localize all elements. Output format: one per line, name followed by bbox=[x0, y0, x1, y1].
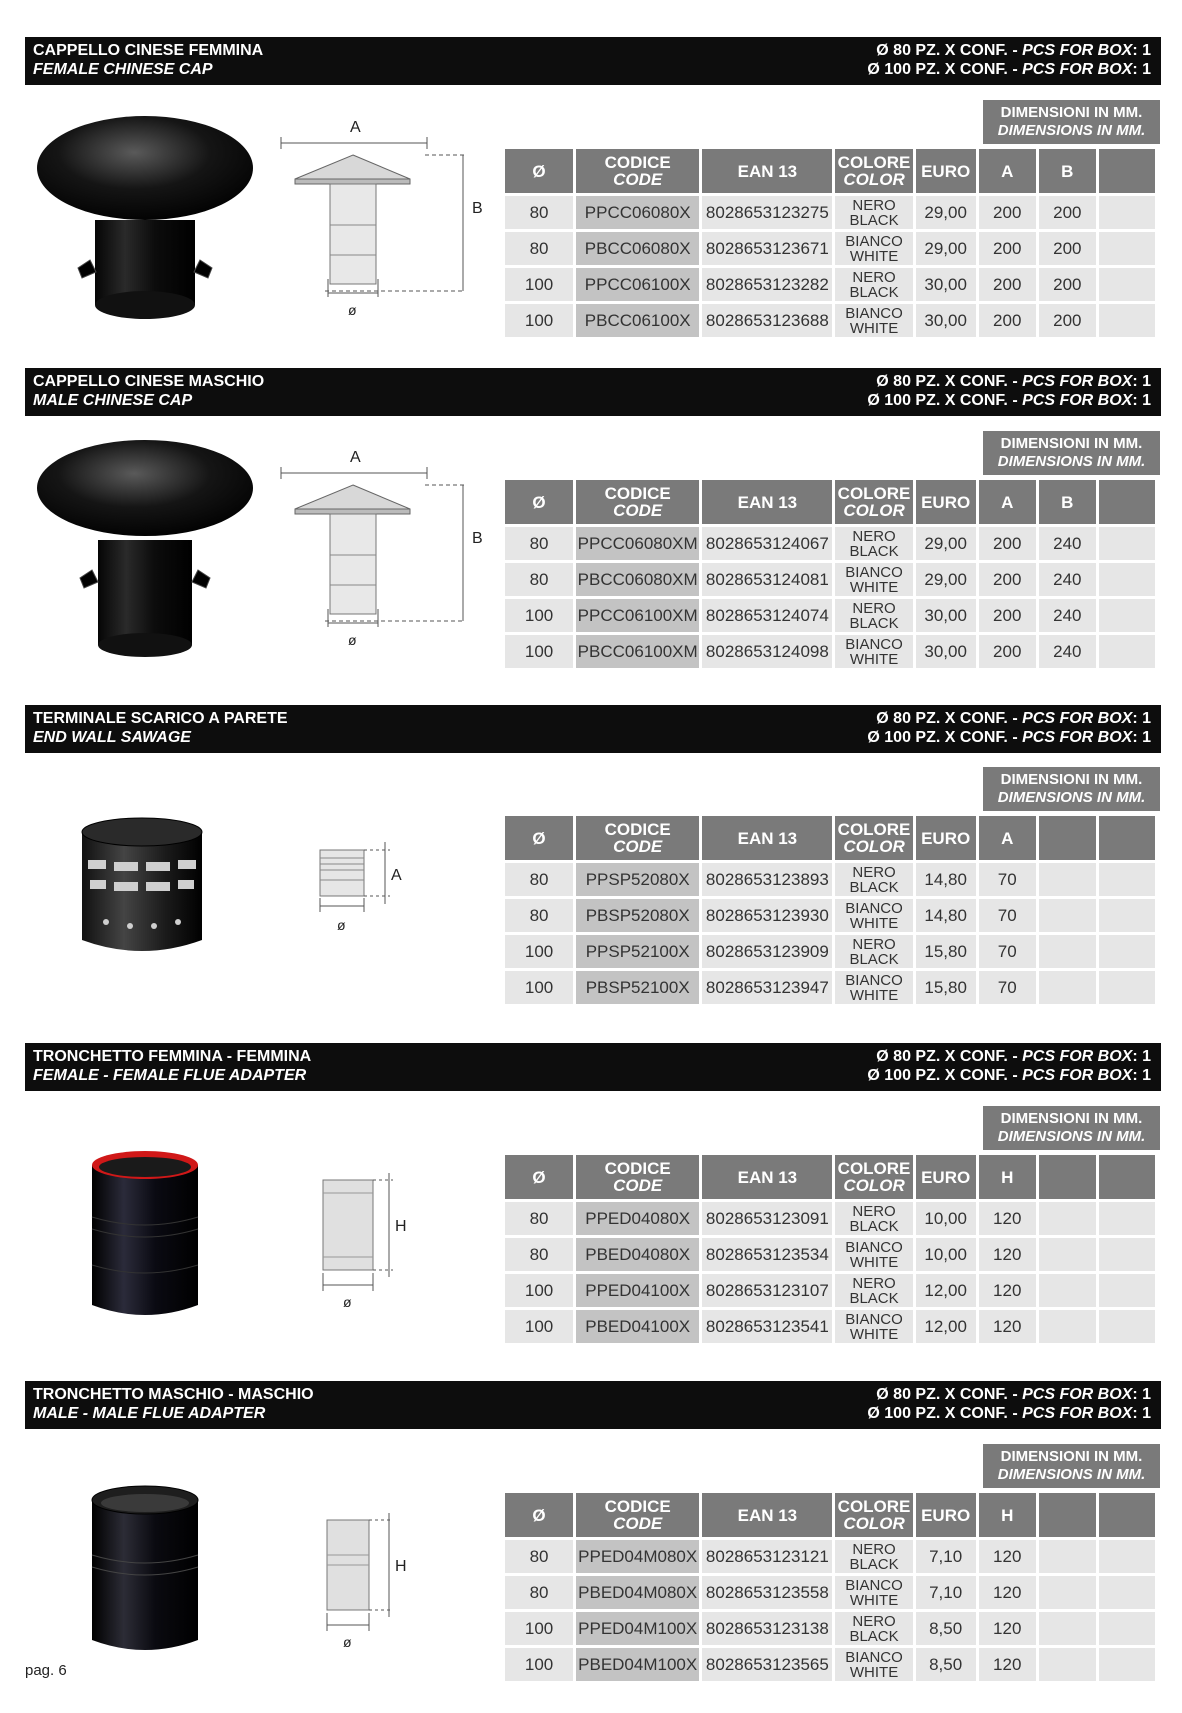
cell-euro: 10,00 bbox=[916, 1202, 976, 1235]
cell-euro: 12,00 bbox=[916, 1274, 976, 1307]
cell-euro: 12,00 bbox=[916, 1310, 976, 1343]
cell-ean: 8028653124098 bbox=[702, 635, 832, 668]
header-ean: EAN 13 bbox=[702, 1155, 832, 1199]
cell-euro: 14,80 bbox=[916, 863, 976, 896]
pcs-per-box-100: Ø 100 PZ. X CONF. - PCS FOR BOX: 1 bbox=[867, 392, 1151, 409]
product-photo bbox=[30, 800, 260, 1030]
cell-color: BIANCO WHITE bbox=[835, 899, 912, 932]
cell-dim-1: 70 bbox=[979, 935, 1036, 968]
section-header-bar bbox=[25, 1043, 1161, 1091]
cell-dim-1: 200 bbox=[979, 268, 1036, 301]
cell-dim-1: 70 bbox=[979, 971, 1036, 1004]
table-row bbox=[505, 1540, 1155, 1573]
product-table bbox=[502, 813, 1158, 1007]
cell-diameter: 80 bbox=[505, 1238, 573, 1271]
cell-diameter: 80 bbox=[505, 563, 573, 596]
cell-code: PPSP52100X bbox=[576, 935, 699, 968]
cell-code: PPED04M100X bbox=[576, 1612, 699, 1645]
cell-empty bbox=[1099, 1612, 1155, 1645]
pcs-per-box-80: Ø 80 PZ. X CONF. - PCS FOR BOX: 1 bbox=[876, 1048, 1151, 1065]
cell-color: NERO BLACK bbox=[835, 1612, 912, 1645]
cell-ean: 8028653123107 bbox=[702, 1274, 832, 1307]
cell-diameter: 80 bbox=[505, 899, 573, 932]
cell-empty bbox=[1099, 599, 1155, 632]
product-title-it: TRONCHETTO MASCHIO - MASCHIO bbox=[33, 1386, 314, 1403]
cell-code: PBED04M080X bbox=[576, 1576, 699, 1609]
cell-color: NERO BLACK bbox=[835, 1202, 912, 1235]
cell-dim-2: 240 bbox=[1039, 527, 1096, 560]
dimensions-header: DIMENSIONI IN MM. DIMENSIONS IN MM. bbox=[983, 767, 1160, 811]
page-number: pag. 6 bbox=[25, 1662, 67, 1679]
product-photo bbox=[30, 1135, 260, 1365]
product-title-en: MALE CHINESE CAP bbox=[33, 392, 193, 409]
header-code: CODICE CODE bbox=[576, 1155, 699, 1199]
cell-empty bbox=[1099, 268, 1155, 301]
cell-code: PPCC06080X bbox=[576, 196, 699, 229]
table-row bbox=[505, 1202, 1155, 1235]
header-code: CODICE CODE bbox=[576, 480, 699, 524]
cell-dim-1: 120 bbox=[979, 1238, 1036, 1271]
product-table bbox=[502, 1152, 1158, 1346]
cell-dim-2 bbox=[1039, 863, 1096, 896]
cell-ean: 8028653123534 bbox=[702, 1238, 832, 1271]
cell-ean: 8028653124067 bbox=[702, 527, 832, 560]
product-title-en: END WALL SAWAGE bbox=[33, 729, 191, 746]
section-header-bar bbox=[25, 37, 1161, 85]
drawing-label-a: A bbox=[391, 867, 402, 884]
table-row bbox=[505, 232, 1155, 265]
cell-color: BIANCO WHITE bbox=[835, 1310, 912, 1343]
table-header-row bbox=[505, 1155, 1155, 1199]
cell-diameter: 100 bbox=[505, 1612, 573, 1645]
pcs-per-box-100: Ø 100 PZ. X CONF. - PCS FOR BOX: 1 bbox=[867, 729, 1151, 746]
cell-ean: 8028653123275 bbox=[702, 196, 832, 229]
cell-dim-2 bbox=[1039, 935, 1096, 968]
header-ean: EAN 13 bbox=[702, 149, 832, 193]
cell-dim-1: 120 bbox=[979, 1612, 1036, 1645]
drawing-label-a: A bbox=[350, 119, 361, 136]
cell-ean: 8028653124074 bbox=[702, 599, 832, 632]
cell-ean: 8028653123121 bbox=[702, 1540, 832, 1573]
header-empty bbox=[1099, 1155, 1155, 1199]
product-title-it: CAPPELLO CINESE FEMMINA bbox=[33, 42, 264, 59]
cell-euro: 29,00 bbox=[916, 563, 976, 596]
cell-empty bbox=[1099, 635, 1155, 668]
cell-ean: 8028653123930 bbox=[702, 899, 832, 932]
technical-drawing bbox=[275, 1475, 495, 1685]
cell-dim-2: 200 bbox=[1039, 196, 1096, 229]
dimensions-header: DIMENSIONI IN MM. DIMENSIONS IN MM. bbox=[983, 1444, 1160, 1488]
header-ean: EAN 13 bbox=[702, 480, 832, 524]
cell-ean: 8028653123688 bbox=[702, 304, 832, 337]
cell-euro: 14,80 bbox=[916, 899, 976, 932]
cell-euro: 7,10 bbox=[916, 1576, 976, 1609]
cell-ean: 8028653123282 bbox=[702, 268, 832, 301]
cell-dim-2 bbox=[1039, 899, 1096, 932]
technical-drawing bbox=[275, 115, 495, 325]
table-header-row bbox=[505, 149, 1155, 193]
cell-code: PPED04080X bbox=[576, 1202, 699, 1235]
cell-dim-1: 200 bbox=[979, 196, 1036, 229]
cell-code: PPCC06100X bbox=[576, 268, 699, 301]
cell-diameter: 80 bbox=[505, 1540, 573, 1573]
product-title-en: MALE - MALE FLUE ADAPTER bbox=[33, 1405, 266, 1422]
header-code: CODICE CODE bbox=[576, 816, 699, 860]
cell-dim-1: 120 bbox=[979, 1576, 1036, 1609]
header-diameter: Ø bbox=[505, 1493, 573, 1537]
header-diameter: Ø bbox=[505, 1155, 573, 1199]
cell-ean: 8028653123091 bbox=[702, 1202, 832, 1235]
cell-dim-1: 70 bbox=[979, 899, 1036, 932]
cell-color: BIANCO WHITE bbox=[835, 1576, 912, 1609]
cell-code: PBSP52100X bbox=[576, 971, 699, 1004]
cell-dim-2 bbox=[1039, 1612, 1096, 1645]
cell-dim-1: 200 bbox=[979, 232, 1036, 265]
cell-diameter: 80 bbox=[505, 863, 573, 896]
cell-ean: 8028653123909 bbox=[702, 935, 832, 968]
header-dim-1: A bbox=[979, 149, 1036, 193]
cell-ean: 8028653124081 bbox=[702, 563, 832, 596]
header-empty bbox=[1099, 816, 1155, 860]
technical-drawing bbox=[275, 800, 495, 1010]
cell-diameter: 100 bbox=[505, 304, 573, 337]
cell-diameter: 100 bbox=[505, 935, 573, 968]
header-dim-2 bbox=[1039, 1155, 1096, 1199]
header-dim-2 bbox=[1039, 1493, 1096, 1537]
cell-euro: 15,80 bbox=[916, 971, 976, 1004]
cell-code: PBCC06100X bbox=[576, 304, 699, 337]
cell-ean: 8028653123893 bbox=[702, 863, 832, 896]
cell-code: PBED04M100X bbox=[576, 1648, 699, 1681]
cell-diameter: 80 bbox=[505, 1202, 573, 1235]
cell-empty bbox=[1099, 899, 1155, 932]
cell-empty bbox=[1099, 1576, 1155, 1609]
header-color: COLORE COLOR bbox=[835, 149, 912, 193]
cell-empty bbox=[1099, 1540, 1155, 1573]
header-dim-1: A bbox=[979, 480, 1036, 524]
cell-empty bbox=[1099, 935, 1155, 968]
header-euro: EURO bbox=[916, 816, 976, 860]
header-ean: EAN 13 bbox=[702, 1493, 832, 1537]
cell-code: PBED04080X bbox=[576, 1238, 699, 1271]
cell-dim-2: 240 bbox=[1039, 599, 1096, 632]
cell-dim-2 bbox=[1039, 1648, 1096, 1681]
cell-ean: 8028653123565 bbox=[702, 1648, 832, 1681]
product-title-en: FEMALE - FEMALE FLUE ADAPTER bbox=[33, 1067, 307, 1084]
cell-ean: 8028653123138 bbox=[702, 1612, 832, 1645]
header-diameter: Ø bbox=[505, 816, 573, 860]
cell-ean: 8028653123558 bbox=[702, 1576, 832, 1609]
cell-euro: 29,00 bbox=[916, 196, 976, 229]
cell-empty bbox=[1099, 563, 1155, 596]
cell-empty bbox=[1099, 1238, 1155, 1271]
table-row bbox=[505, 635, 1155, 668]
cell-color: NERO BLACK bbox=[835, 935, 912, 968]
table-row bbox=[505, 935, 1155, 968]
cell-dim-1: 120 bbox=[979, 1310, 1036, 1343]
cell-empty bbox=[1099, 1274, 1155, 1307]
table-row bbox=[505, 1648, 1155, 1681]
header-euro: EURO bbox=[916, 1493, 976, 1537]
header-dim-2 bbox=[1039, 816, 1096, 860]
cell-euro: 15,80 bbox=[916, 935, 976, 968]
table-row bbox=[505, 863, 1155, 896]
cell-diameter: 100 bbox=[505, 1310, 573, 1343]
cell-code: PPCC06080XM bbox=[576, 527, 699, 560]
pcs-per-box-80: Ø 80 PZ. X CONF. - PCS FOR BOX: 1 bbox=[876, 42, 1151, 59]
header-dim-2: B bbox=[1039, 149, 1096, 193]
cell-code: PPCC06100XM bbox=[576, 599, 699, 632]
cell-code: PBCC06080XM bbox=[576, 563, 699, 596]
header-dim-1: H bbox=[979, 1493, 1036, 1537]
cell-dim-2 bbox=[1039, 1540, 1096, 1573]
cell-diameter: 100 bbox=[505, 1648, 573, 1681]
pcs-per-box-80: Ø 80 PZ. X CONF. - PCS FOR BOX: 1 bbox=[876, 710, 1151, 727]
cell-code: PBED04100X bbox=[576, 1310, 699, 1343]
cell-code: PBSP52080X bbox=[576, 899, 699, 932]
drawing-label-h: H bbox=[395, 1558, 407, 1575]
pcs-per-box-100: Ø 100 PZ. X CONF. - PCS FOR BOX: 1 bbox=[867, 1067, 1151, 1084]
table-header-row bbox=[505, 816, 1155, 860]
drawing-label-diameter: ø bbox=[337, 917, 346, 933]
pcs-per-box-100: Ø 100 PZ. X CONF. - PCS FOR BOX: 1 bbox=[867, 1405, 1151, 1422]
cell-code: PPSP52080X bbox=[576, 863, 699, 896]
header-color: COLORE COLOR bbox=[835, 1493, 912, 1537]
cell-color: BIANCO WHITE bbox=[835, 1648, 912, 1681]
cell-diameter: 80 bbox=[505, 527, 573, 560]
cell-empty bbox=[1099, 304, 1155, 337]
cell-euro: 30,00 bbox=[916, 304, 976, 337]
header-empty bbox=[1099, 149, 1155, 193]
header-empty bbox=[1099, 1493, 1155, 1537]
pcs-per-box-80: Ø 80 PZ. X CONF. - PCS FOR BOX: 1 bbox=[876, 1386, 1151, 1403]
header-euro: EURO bbox=[916, 480, 976, 524]
cell-dim-1: 200 bbox=[979, 304, 1036, 337]
cell-dim-2 bbox=[1039, 1202, 1096, 1235]
cell-dim-1: 120 bbox=[979, 1648, 1036, 1681]
cell-euro: 29,00 bbox=[916, 232, 976, 265]
cell-diameter: 80 bbox=[505, 232, 573, 265]
cell-empty bbox=[1099, 1648, 1155, 1681]
technical-drawing bbox=[275, 445, 495, 655]
cell-dim-2 bbox=[1039, 971, 1096, 1004]
cell-euro: 8,50 bbox=[916, 1612, 976, 1645]
drawing-label-b: B bbox=[472, 530, 483, 547]
product-title-en: FEMALE CHINESE CAP bbox=[33, 61, 213, 78]
cell-empty bbox=[1099, 971, 1155, 1004]
product-photo bbox=[30, 440, 260, 670]
cell-diameter: 80 bbox=[505, 1576, 573, 1609]
cell-dim-1: 200 bbox=[979, 635, 1036, 668]
cell-color: BIANCO WHITE bbox=[835, 1238, 912, 1271]
table-row bbox=[505, 1238, 1155, 1271]
header-color: COLORE COLOR bbox=[835, 816, 912, 860]
cell-dim-2 bbox=[1039, 1576, 1096, 1609]
drawing-label-diameter: ø bbox=[348, 302, 357, 318]
cell-color: NERO BLACK bbox=[835, 1274, 912, 1307]
cell-dim-2: 240 bbox=[1039, 563, 1096, 596]
product-title-it: TERMINALE SCARICO A PARETE bbox=[33, 710, 288, 727]
cell-color: NERO BLACK bbox=[835, 196, 912, 229]
cell-empty bbox=[1099, 1202, 1155, 1235]
product-photo bbox=[30, 110, 260, 340]
cell-dim-1: 70 bbox=[979, 863, 1036, 896]
product-title-it: TRONCHETTO FEMMINA - FEMMINA bbox=[33, 1048, 312, 1065]
cell-color: NERO BLACK bbox=[835, 527, 912, 560]
cell-color: BIANCO WHITE bbox=[835, 563, 912, 596]
cell-euro: 10,00 bbox=[916, 1238, 976, 1271]
cell-color: NERO BLACK bbox=[835, 268, 912, 301]
cell-empty bbox=[1099, 527, 1155, 560]
table-row bbox=[505, 599, 1155, 632]
header-color: COLORE COLOR bbox=[835, 480, 912, 524]
drawing-label-diameter: ø bbox=[343, 1294, 352, 1310]
drawing-label-diameter: ø bbox=[343, 1634, 352, 1650]
cell-dim-1: 200 bbox=[979, 563, 1036, 596]
cell-color: NERO BLACK bbox=[835, 599, 912, 632]
cell-empty bbox=[1099, 196, 1155, 229]
drawing-label-b: B bbox=[472, 200, 483, 217]
product-table bbox=[502, 477, 1158, 671]
cell-dim-2: 240 bbox=[1039, 635, 1096, 668]
table-row bbox=[505, 563, 1155, 596]
table-row bbox=[505, 304, 1155, 337]
section-header-bar bbox=[25, 368, 1161, 416]
cell-dim-2 bbox=[1039, 1274, 1096, 1307]
cell-code: PPED04M080X bbox=[576, 1540, 699, 1573]
cell-diameter: 100 bbox=[505, 635, 573, 668]
cell-dim-2: 200 bbox=[1039, 232, 1096, 265]
technical-drawing bbox=[275, 1135, 495, 1345]
cell-color: BIANCO WHITE bbox=[835, 304, 912, 337]
cell-empty bbox=[1099, 863, 1155, 896]
drawing-label-h: H bbox=[395, 1218, 407, 1235]
cell-dim-1: 200 bbox=[979, 527, 1036, 560]
drawing-label-diameter: ø bbox=[348, 632, 357, 648]
cell-dim-1: 120 bbox=[979, 1274, 1036, 1307]
cell-dim-2: 200 bbox=[1039, 304, 1096, 337]
cell-code: PBCC06100XM bbox=[576, 635, 699, 668]
header-empty bbox=[1099, 480, 1155, 524]
cell-color: BIANCO WHITE bbox=[835, 635, 912, 668]
section-header-bar bbox=[25, 1381, 1161, 1429]
header-dim-1: A bbox=[979, 816, 1036, 860]
cell-color: NERO BLACK bbox=[835, 1540, 912, 1573]
dimensions-header: DIMENSIONI IN MM. DIMENSIONS IN MM. bbox=[983, 431, 1160, 475]
table-row bbox=[505, 196, 1155, 229]
cell-dim-2 bbox=[1039, 1310, 1096, 1343]
cell-euro: 30,00 bbox=[916, 635, 976, 668]
cell-ean: 8028653123947 bbox=[702, 971, 832, 1004]
cell-diameter: 100 bbox=[505, 971, 573, 1004]
dimensions-header: DIMENSIONI IN MM. DIMENSIONS IN MM. bbox=[983, 1106, 1160, 1150]
table-header-row bbox=[505, 480, 1155, 524]
cell-diameter: 100 bbox=[505, 1274, 573, 1307]
cell-color: BIANCO WHITE bbox=[835, 971, 912, 1004]
cell-euro: 30,00 bbox=[916, 599, 976, 632]
table-header-row bbox=[505, 1493, 1155, 1537]
table-row bbox=[505, 1310, 1155, 1343]
product-table bbox=[502, 1490, 1158, 1684]
cell-diameter: 100 bbox=[505, 268, 573, 301]
pcs-per-box-80: Ø 80 PZ. X CONF. - PCS FOR BOX: 1 bbox=[876, 373, 1151, 390]
table-row bbox=[505, 1576, 1155, 1609]
table-row bbox=[505, 1612, 1155, 1645]
cell-dim-1: 200 bbox=[979, 599, 1036, 632]
cell-dim-1: 120 bbox=[979, 1540, 1036, 1573]
header-ean: EAN 13 bbox=[702, 816, 832, 860]
cell-color: BIANCO WHITE bbox=[835, 232, 912, 265]
table-row bbox=[505, 899, 1155, 932]
cell-dim-1: 120 bbox=[979, 1202, 1036, 1235]
cell-euro: 29,00 bbox=[916, 527, 976, 560]
header-code: CODICE CODE bbox=[576, 1493, 699, 1537]
cell-euro: 30,00 bbox=[916, 268, 976, 301]
cell-code: PBCC06080X bbox=[576, 232, 699, 265]
header-code: CODICE CODE bbox=[576, 149, 699, 193]
header-diameter: Ø bbox=[505, 480, 573, 524]
cell-dim-2 bbox=[1039, 1238, 1096, 1271]
cell-empty bbox=[1099, 232, 1155, 265]
header-dim-2: B bbox=[1039, 480, 1096, 524]
cell-code: PPED04100X bbox=[576, 1274, 699, 1307]
cell-empty bbox=[1099, 1310, 1155, 1343]
table-row bbox=[505, 527, 1155, 560]
cell-ean: 8028653123541 bbox=[702, 1310, 832, 1343]
drawing-label-a: A bbox=[350, 449, 361, 466]
section-header-bar bbox=[25, 705, 1161, 753]
header-euro: EURO bbox=[916, 1155, 976, 1199]
cell-color: NERO BLACK bbox=[835, 863, 912, 896]
dimensions-header: DIMENSIONI IN MM. DIMENSIONS IN MM. bbox=[983, 100, 1160, 144]
header-euro: EURO bbox=[916, 149, 976, 193]
header-color: COLORE COLOR bbox=[835, 1155, 912, 1199]
pcs-per-box-100: Ø 100 PZ. X CONF. - PCS FOR BOX: 1 bbox=[867, 61, 1151, 78]
table-row bbox=[505, 1274, 1155, 1307]
table-row bbox=[505, 268, 1155, 301]
cell-diameter: 100 bbox=[505, 599, 573, 632]
cell-euro: 7,10 bbox=[916, 1540, 976, 1573]
cell-diameter: 80 bbox=[505, 196, 573, 229]
cell-dim-2: 200 bbox=[1039, 268, 1096, 301]
product-title-it: CAPPELLO CINESE MASCHIO bbox=[33, 373, 265, 390]
header-dim-1: H bbox=[979, 1155, 1036, 1199]
cell-ean: 8028653123671 bbox=[702, 232, 832, 265]
header-diameter: Ø bbox=[505, 149, 573, 193]
table-row bbox=[505, 971, 1155, 1004]
product-table bbox=[502, 146, 1158, 340]
cell-euro: 8,50 bbox=[916, 1648, 976, 1681]
